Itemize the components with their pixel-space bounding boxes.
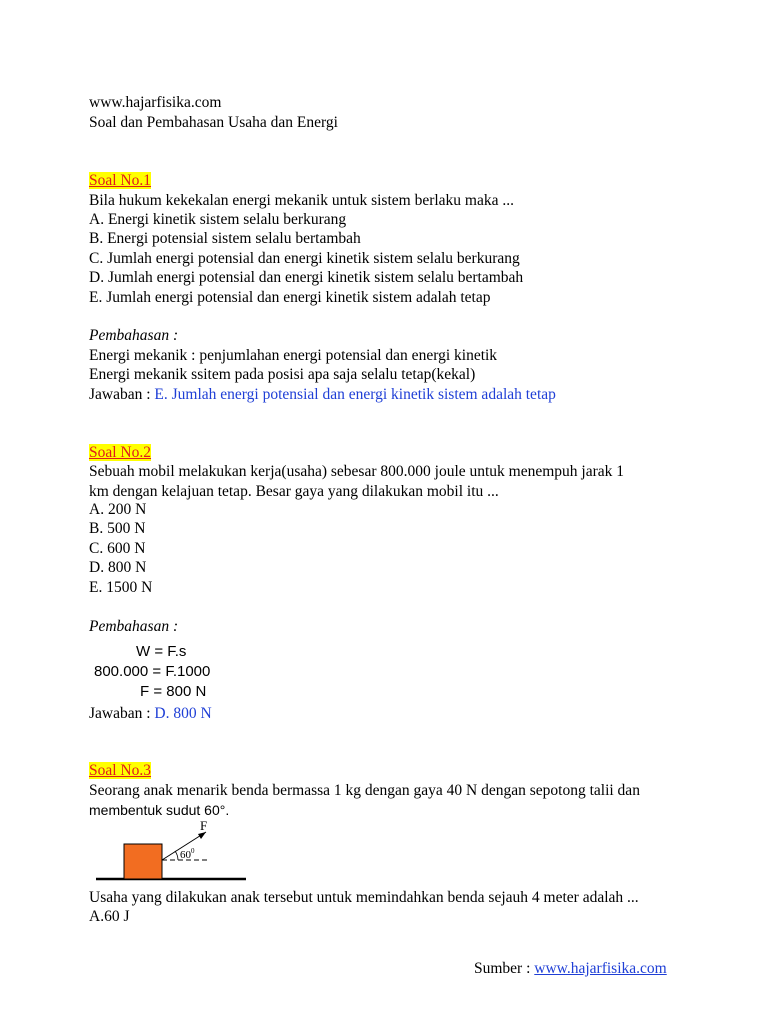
angle-superscript: 0 [191,847,195,855]
soal-1-option: C. Jumlah energi potensial dan energi kinetik sistem selalu berkurang [89,250,520,267]
soal-1-label: Soal No.1 [89,172,151,189]
soal-1-pembahasan-label: Pembahasan : [89,327,179,344]
soal-3-question-line: Seorang anak menarik benda bermassa 1 kg dengan gaya 40 N dengan sepotong talii dan [89,782,640,799]
soal-2-option: B. 500 N [89,520,146,537]
soal-1-option: B. Energi potensial sistem selalu bertambah [89,230,361,247]
soal-1-option: A. Energi kinetik sistem selalu berkurang [89,211,347,228]
soal-2-pembahasan-label: Pembahasan : [89,618,179,635]
soal-1-answer-line [89,385,556,405]
source-link[interactable]: www.hajarfisika.com [534,960,667,977]
soal-1-answer: E. Jumlah energi potensial dan energi kinetik sistem adalah tetap [154,386,556,403]
soal-1-explanation: Energi mekanik : penjumlahan energi potensial dan energi kinetik [89,347,498,364]
soal-1-option: D. Jumlah energi potensial dan energi kinetik sistem selalu bertambah [89,269,524,286]
soal-3-label: Soal No.3 [89,762,151,779]
angle-arc [175,851,178,860]
soal-2-heading [89,443,151,463]
soal-2-option: D. 800 N [89,559,147,576]
source-footer [474,959,667,979]
site-url: www.hajarfisika.com [89,94,222,111]
soal-2-option: A. 200 N [89,501,147,518]
soal-3-question-line: membentuk sudut 60°. [89,802,230,818]
soal-2-answer: D. 800 N [154,705,212,722]
document-title: Soal dan Pembahasan Usaha dan Energi [89,114,338,131]
equation-line: W = F.s [136,643,187,660]
soal-2-answer-line [89,704,212,724]
soal-1-option: E. Jumlah energi potensial dan energi kinetik sistem adalah tetap [89,289,491,306]
soal-2-question-line: Sebuah mobil melakukan kerja(usaha) sebesar 800.000 joule untuk menempuh jarak 1 [89,463,625,480]
soal-3-question-after: Usaha yang dilakukan anak tersebut untuk memindahkan benda sejauh 4 meter adalah ... [89,889,639,906]
footer-prefix: Sumber : [474,960,535,977]
soal-1-explanation: Energi mekanik ssitem pada posisi apa saja selalu tetap(kekal) [89,366,476,383]
block [124,844,162,879]
soal-1-heading [89,171,151,191]
soal-2-question-line: km dengan kelajuan tetap. Besar gaya yang dilakukan mobil itu ... [89,483,499,500]
equation-line: F = 800 N [140,683,207,700]
soal-2-option: E. 1500 N [89,579,153,596]
angle-label [180,847,195,861]
answer-prefix: Jawaban : [89,705,155,722]
force-diagram [96,818,246,884]
angle-value: 60 [180,849,191,861]
soal-3-option: A.60 J [89,908,130,925]
soal-1-question: Bila hukum kekekalan energi mekanik untuk sistem berlaku maka ... [89,192,514,209]
answer-prefix: Jawaban : [89,386,155,403]
equation-line: 800.000 = F.1000 [94,663,211,680]
soal-2-option: C. 600 N [89,540,146,557]
soal-3-heading [89,761,151,781]
force-label: F [200,818,208,833]
force-arrowhead [198,832,206,839]
soal-2-label: Soal No.2 [89,444,151,461]
